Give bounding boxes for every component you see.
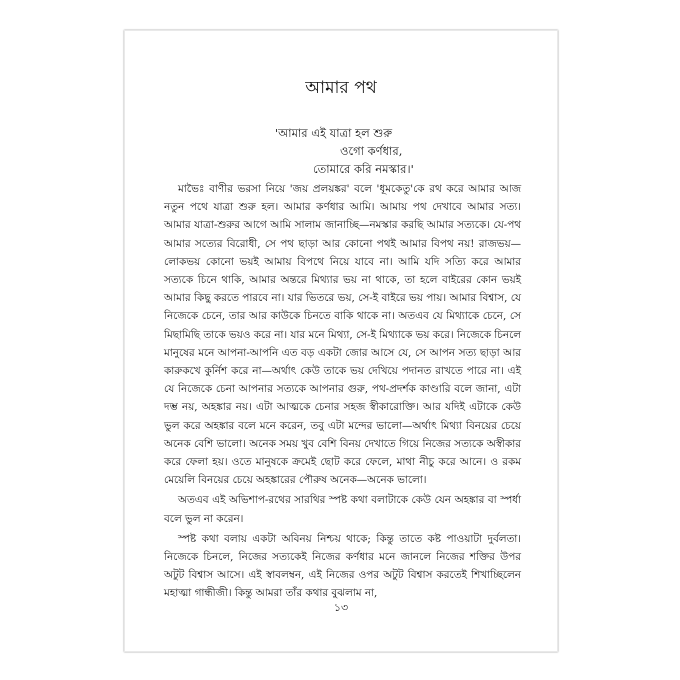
verse-line-3: তোমারে করি নমস্কার।' — [313, 162, 414, 176]
verse-line-2: ওগো কর্ণধার, — [340, 144, 403, 158]
paragraph-3: স্পষ্ট কথা বলায় একটা অবিনয় নিশ্চয় থাকে; কিন্তু তাতে কষ্ট পাওয়াটা দুর্বলতা। নিজেকে চিনলে, নিজের সত্যকেই নিজের কর্ণধার মনে জানলে নিজের শক্তির উপর অটুট বিশ্বাস আসে। এই স্বাবলম্বন, এই নিজের ওপর অটুট বিশ্বাস করতেই শিখাচ্ছিলেন মহাত্মা গান্ধীজী। কিন্তু আমরা তাঁর কথার বুঝলাম না, — [164, 532, 521, 600]
page-number: ১৩ — [333, 601, 349, 614]
paragraph-1: মাভৈঃ বাণীর ভরসা নিয়ে 'জয় প্রলয়ঙ্কর' বলে 'ধূমকেতু'কে রথ করে আমার আজ নতুন পথে যাত্রা শুরু হল। আমার কর্ণধার আমি। আমায় পথ দেখাবে আমার সত্য। আমার যাত্রা-শুরুর আগে আমি সালাম জানাচ্ছি—নমস্কার করছি আমার সত্যকে। যে-পথ আমার সত্যের বিরোধী, সে পথ ছাড়া আর কোনো পথই আমার বিপথ নয়! রাজভয়— লোকভয় কোনো ভয়ই আমায় বিপথে নিয়ে যাবে না। আমি যদি সত্যি করে আমার সত্যকে চিনে থাকি, আমার অন্তরে মিথ্যার ভয় না থাকে, তা হলে বাইরের কোন ভয়ই আমার কিছু করতে পারবে না। যার ভিতরে ভয়, সে-ই বাইরে ভয় পায়। আমার বিশ্বাস, যে নিজেকে চেনে, তার আর কাউকে চিনতে বাকি থাকে না। অতএব যে মিথ্যাকে চেনে, সে মিছামিছি তাকে ভয়ও করে না। যার মনে মিথ্যা, সে-ই মিথ্যাকে ভয় করে। নিজেকে চিনলে মানুষের মনে আপনা-আপনি এত বড় একটা জোর আসে যে, সে আপন সত্য ছাড়া আর কারুকখে কুর্নিশ করে না—অর্থাৎ কেউ তাকে ভয় দেখিয়ে পদানত রাখতে পারে না। এই যে নিজেকে চেনা আপনার সত্যকে আপনার গুরু, পথ-প্রদর্শক কাণ্ডারি বলে জানা, এটা দম্ভ নয়, অহঙ্কার নয়। এটা আত্মকে চেনার সহজ স্বীকারোক্তি। আর যদিই এটাকে কেউ ভুল করে অহঙ্কার বলে মনে করেন, তবু এটা মন্দের ভালো—অর্থাৎ মিথ্যা বিনয়ের চেয়ে অনেক বেশি ভালো। অনেক সময় খুব বেশি বিনয় দেখাতে গিয়ে নিজের সত্যকে অস্বীকার করে ফেলা হয়। ওতে মানুষকে ক্রমেই ছোট করে ফেলে, মাথা নীচু করে আনে। ও রকম মেয়েলি বিনয়ের চেয়ে অহঙ্কারের পৌরুষ অনেক—অনেক ভালো। — [164, 183, 521, 487]
epigraph-verse — [275, 124, 414, 178]
body-text — [164, 180, 521, 605]
chapter-title: আমার পথ — [305, 78, 377, 98]
verse-line-1: 'আমার এই যাত্রা হল শুরু — [275, 126, 393, 140]
paragraph-2: অতএব এই অভিশাপ-রথের সারথির স্পষ্ট কথা বলাটাকে কেউ যেন অহঙ্কার বা স্পর্ধা বলে ভুল না করেন। — [164, 494, 521, 525]
book-page — [124, 30, 558, 652]
